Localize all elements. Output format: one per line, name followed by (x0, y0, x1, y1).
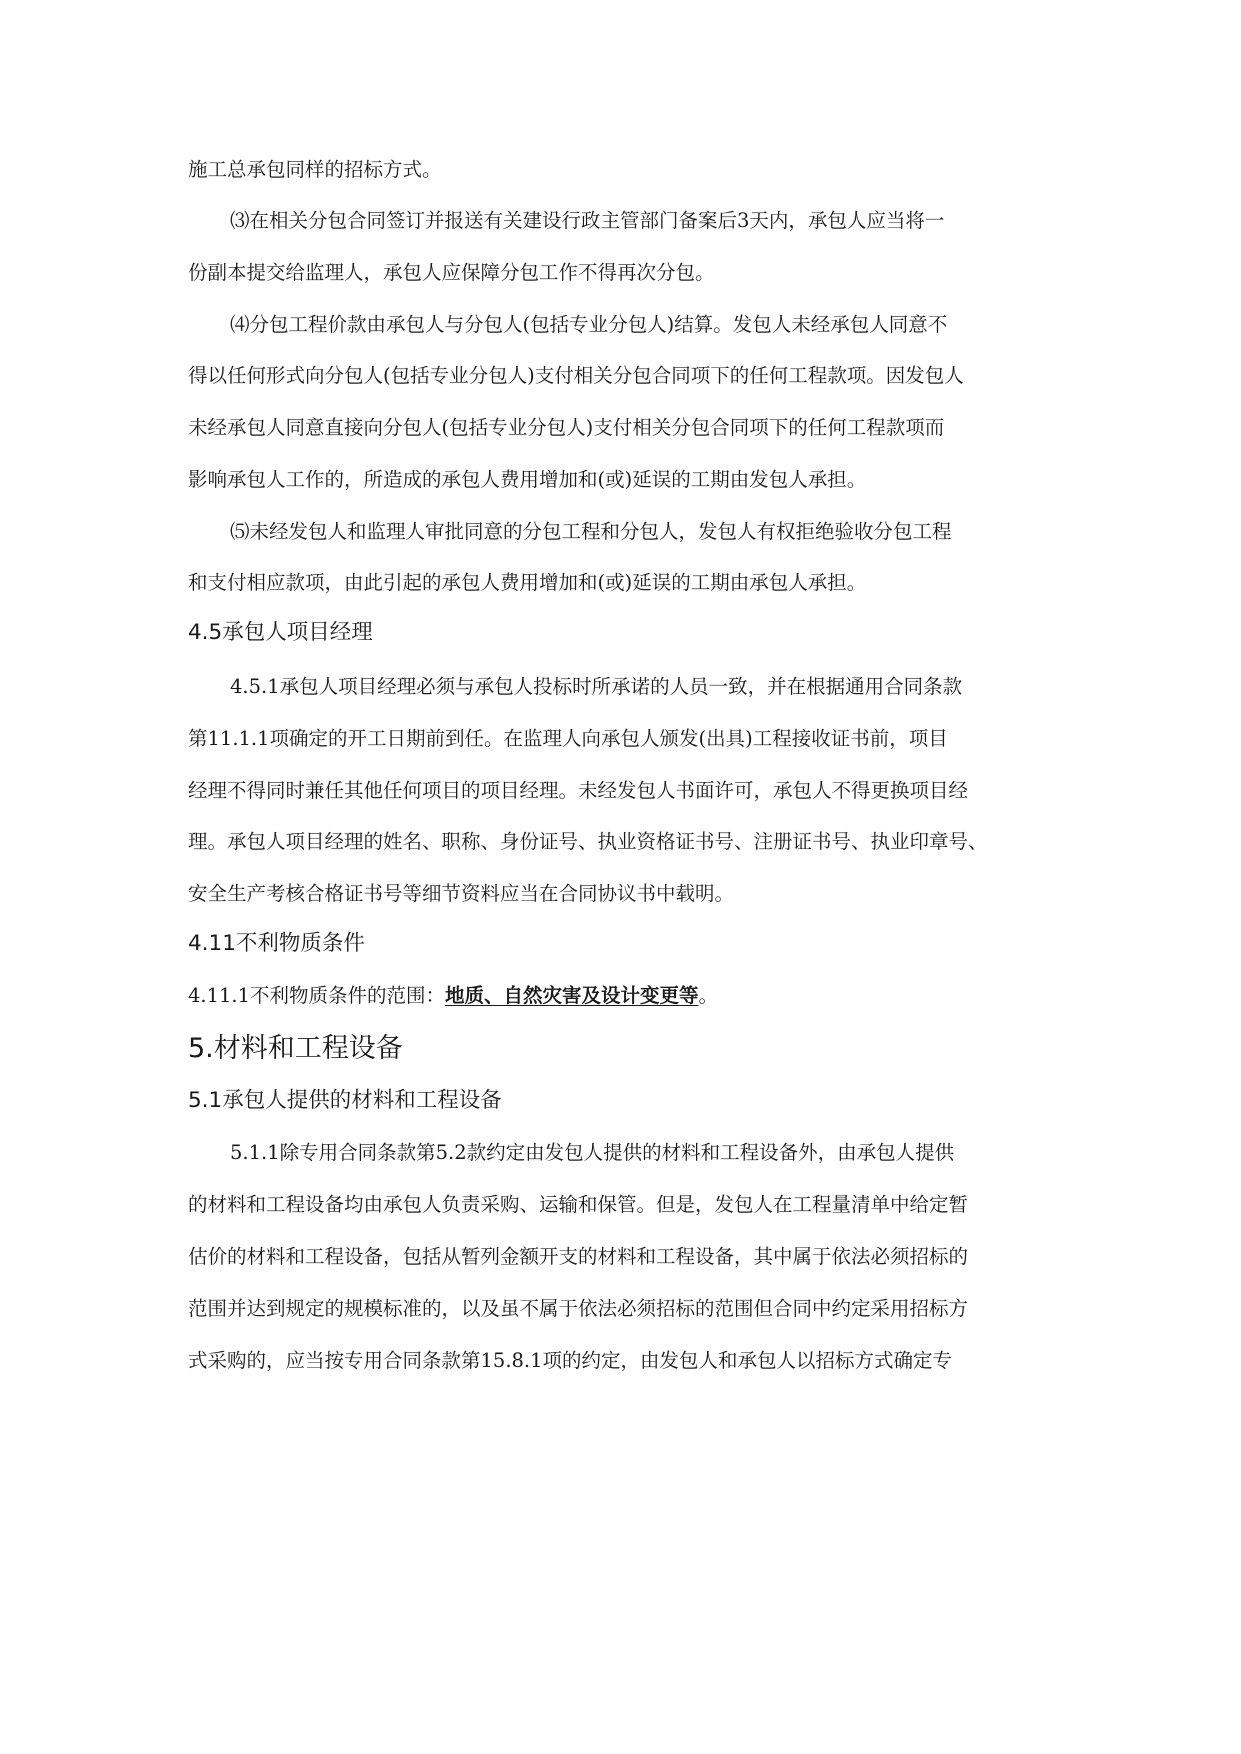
paragraph-line: 5.1.1除专用合同条款第5.2款约定由发包人提供的材料和工程设备外，由承包人提供 (230, 1141, 955, 1164)
paragraph-line: 未经承包人同意直接向分包人(包括专业分包人)支付相关分包合同项下的任何工程款项而 (188, 416, 945, 439)
paragraph-line: 理。承包人项目经理的姓名、职称、身份证号、执业资格证书号、注册证书号、执业印章号、 (188, 830, 988, 853)
paragraph-line: 影响承包人工作的，所造成的承包人费用增加和(或)延误的工期由发包人承担。 (188, 468, 867, 491)
paragraph-line: 份副本提交给监理人，承包人应保障分包工作不得再次分包。 (188, 261, 715, 284)
paragraph-line: 范围并达到规定的规模标准的，以及虽不属于依法必须招标的范围但合同中约定采用招标方 (188, 1297, 969, 1320)
clause-4-11-1 (188, 981, 718, 1011)
paragraph-line: 经理不得同时兼任其他任何项目的项目经理。未经发包人书面许可，承包人不得更换项目经 (188, 779, 969, 802)
section-heading-4-11: 4.11不利物质条件 (188, 931, 365, 956)
section-heading-5-1: 5.1承包人提供的材料和工程设备 (188, 1088, 502, 1113)
paragraph-line: 得以任何形式向分包人(包括专业分包人)支付相关分包合同项下的任何工程款项。因发包人 (188, 364, 964, 387)
paragraph-line: 的材料和工程设备均由承包人负责采购、运输和保管。但是，发包人在工程量清单中给定暂 (188, 1193, 969, 1216)
paragraph-line: ⑷分包工程价款由承包人与分包人(包括专业分包人)结算。发包人未经承包人同意不 (230, 313, 948, 336)
filled-blank-value: 地质、自然灾害及设计变更等 (445, 984, 699, 1007)
paragraph-line: 第11.1.1项确定的开工日期前到任。在监理人向承包人颁发(出具)工程接收证书前，项目 (188, 727, 948, 750)
chapter-heading-5: 5.材料和工程设备 (188, 1033, 403, 1064)
paragraph-line: 和支付相应款项，由此引起的承包人费用增加和(或)延误的工期由承包人承担。 (188, 571, 867, 594)
paragraph-line: 估价的材料和工程设备，包括从暂列金额开支的材料和工程设备，其中属于依法必须招标的 (188, 1245, 969, 1268)
clause-prefix: 4.11.1不利物质条件的范围： (188, 984, 446, 1007)
clause-suffix: 。 (698, 984, 719, 1007)
paragraph-line: 施工总承包同样的招标方式。 (188, 158, 442, 181)
paragraph-line: 式采购的，应当按专用合同条款第15.8.1项的约定，由发包人和承包人以招标方式确定专 (188, 1349, 953, 1372)
paragraph-line: 4.5.1承包人项目经理必须与承包人投标时所承诺的人员一致，并在根据通用合同条款 (230, 675, 963, 698)
paragraph-line: 安全生产考核合格证书号等细节资料应当在合同协议书中载明。 (188, 882, 735, 905)
paragraph-line: ⑸未经发包人和监理人审批同意的分包工程和分包人，发包人有权拒绝验收分包工程 (230, 520, 952, 543)
section-heading-4-5: 4.5承包人项目经理 (188, 620, 373, 645)
paragraph-line: ⑶在相关分包合同签订并报送有关建设行政主管部门备案后3天内，承包人应当将一 (230, 209, 945, 232)
